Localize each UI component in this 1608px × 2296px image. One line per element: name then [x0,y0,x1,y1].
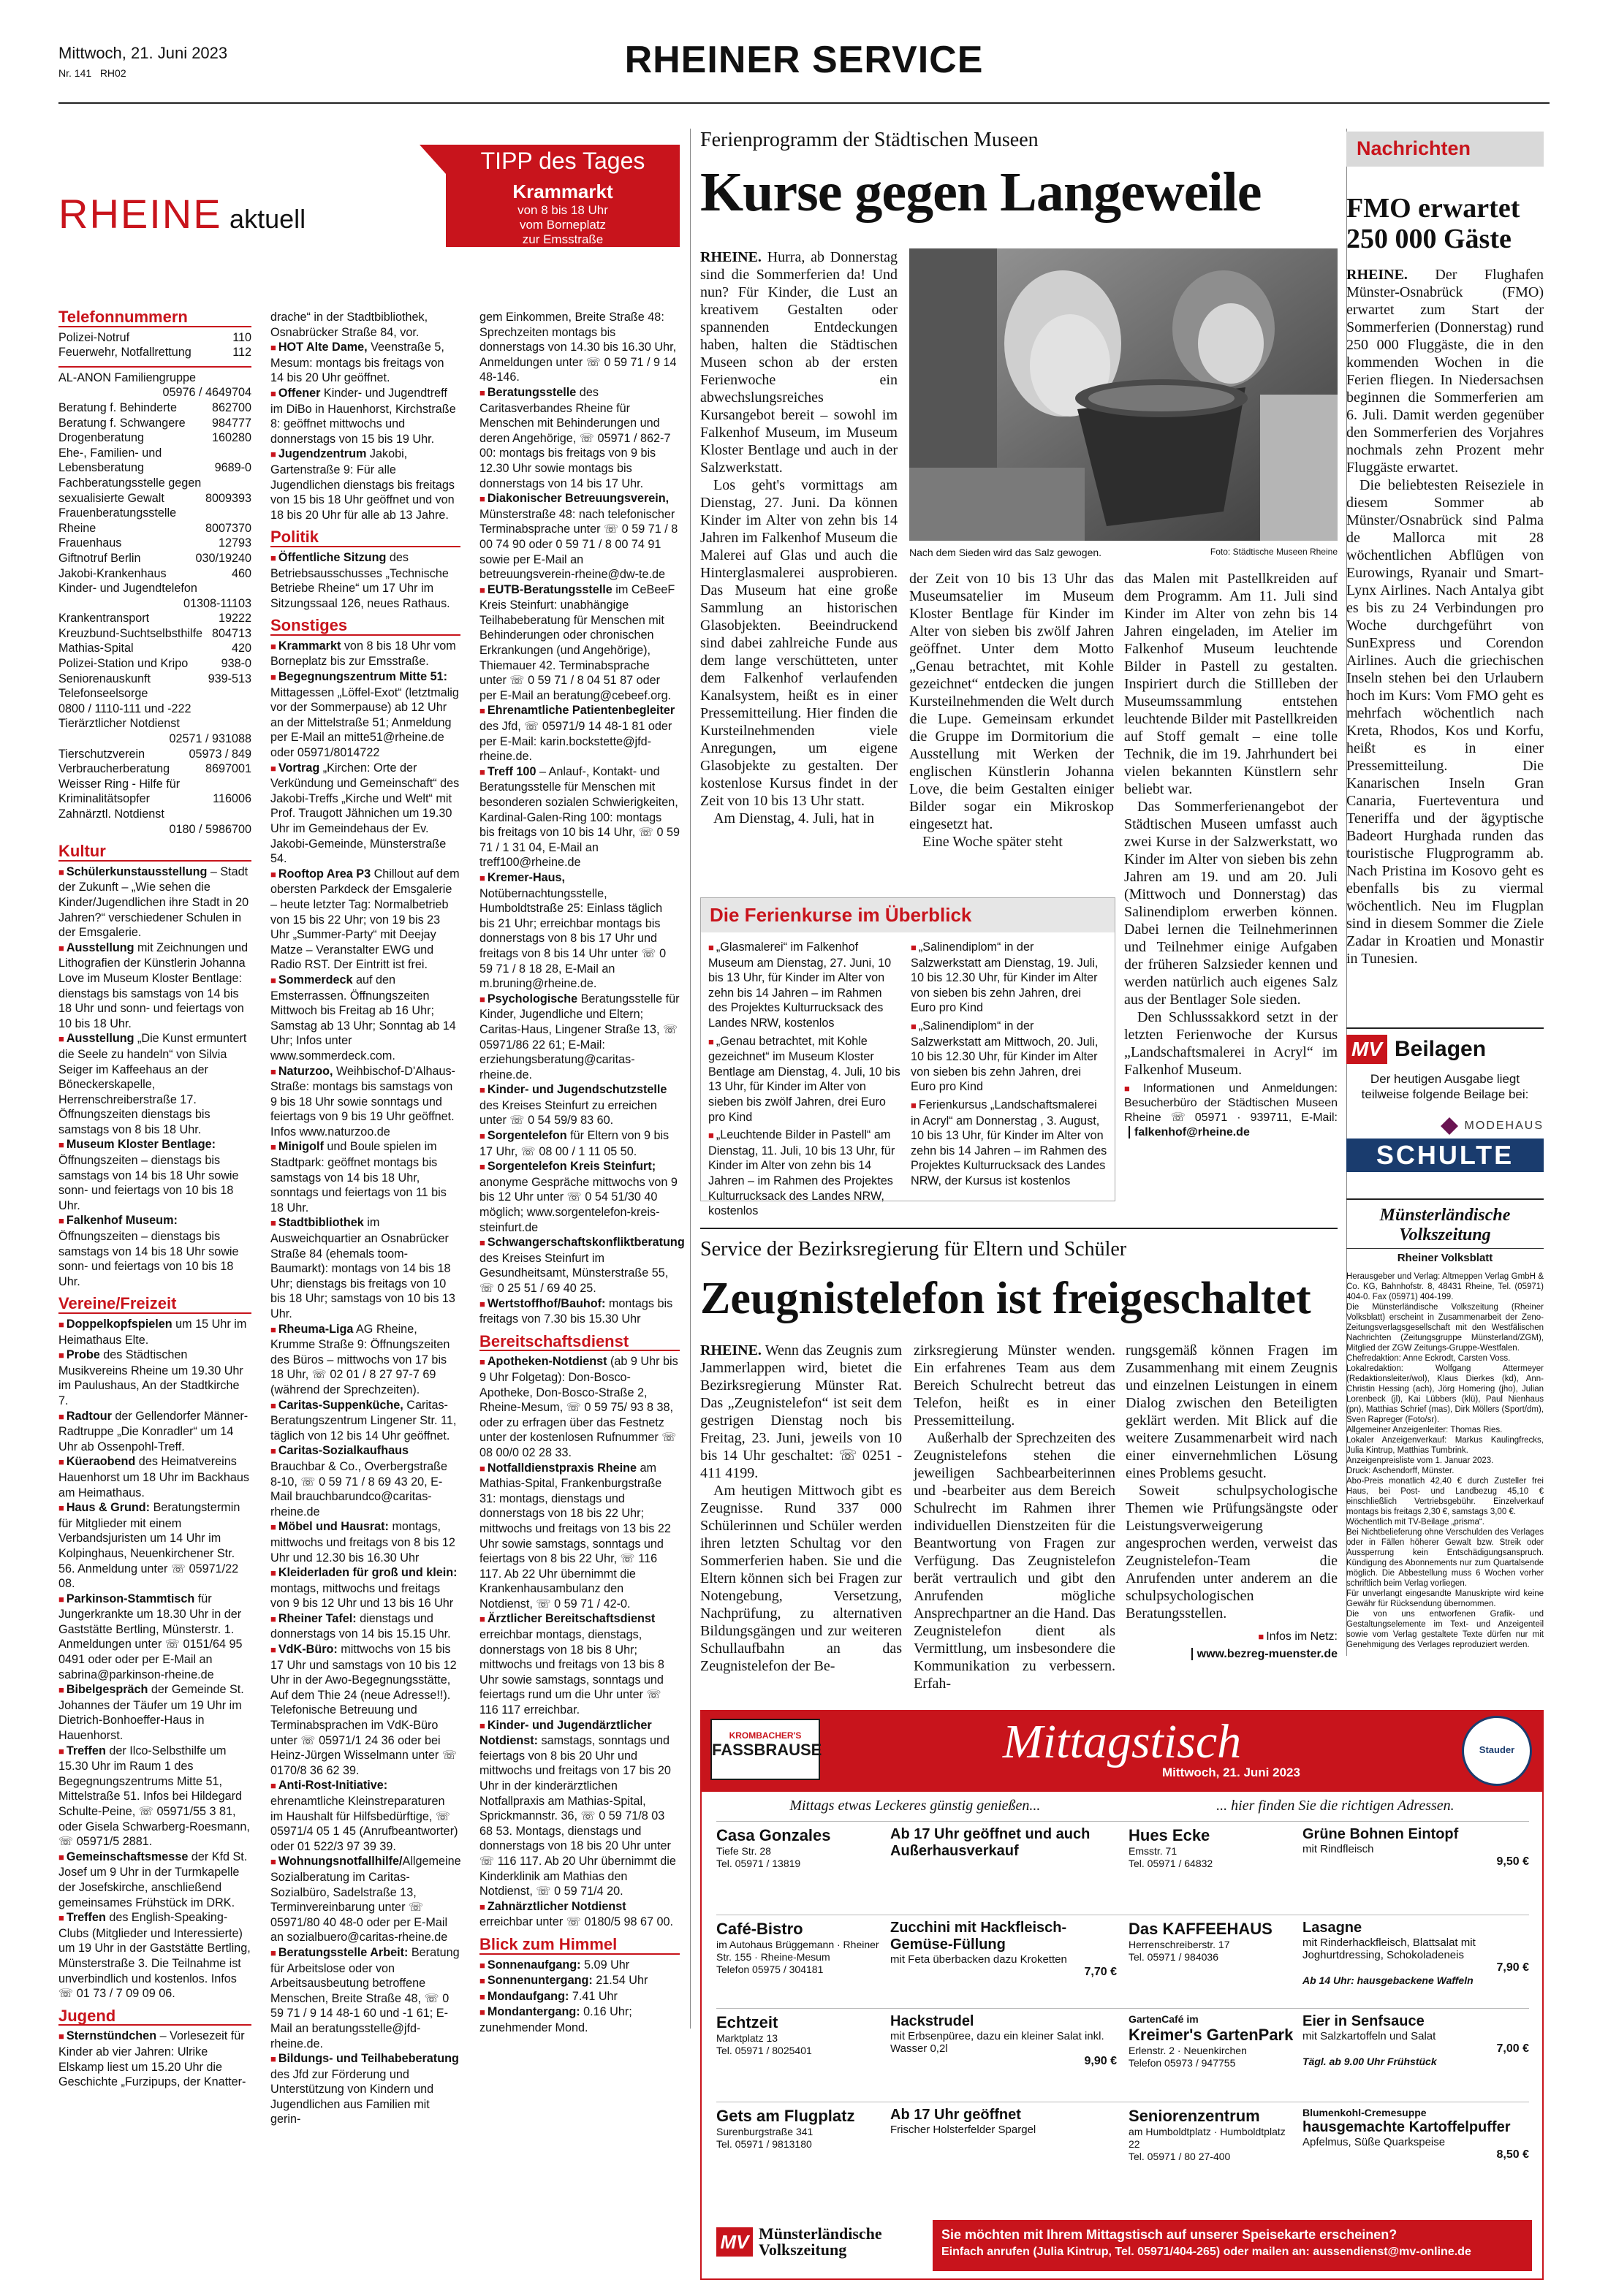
bullet-square-icon: ■ [479,493,485,505]
mittagstisch-date: Mittwoch, 21. Juni 2023 [1162,1765,1300,1779]
impressum-line: Druck: Aschendorff, Münster. [1346,1467,1455,1475]
bullet-square-icon: ■ [270,640,276,652]
restaurant-name: Café-Bistro [716,1920,803,1938]
issue-number: Nr. 141 RH02 [58,67,126,79]
bullet-square-icon: ■ [479,1298,485,1309]
list-item: ■ Schwangerschaftskonfliktberatung des Kreises Steinfurt im Gesundheitsamt, Münsterstraße 55, ☏ 0 25 51 / 69 40 25. [479,1236,685,1295]
tel-row: Beratung f. Behinderte 862700 [58,400,251,414]
tel-list [58,370,251,837]
jugend-list [58,2029,251,2089]
menu-offer: Ab 17 Uhr geöffnet Frischer Holsterfelder Spargel [890,2107,1036,2136]
list-item: ■ Offener Kinder- und Jugendtreff im DiBo in Hauenhorst, Kirchstraße 8: geöffnet mittwochs und donnerstags von 15 bis 19 Uhr. [270,386,456,446]
bullet-square-icon: ■ [58,1139,64,1151]
bullet-square-icon: ■ [270,1323,276,1335]
tel-row: Polizei-Station und Kripo 938-0 [58,657,251,671]
tipp-header: TIPP des Tages [480,148,645,174]
menu-offer: Grüne Bohnen Eintopf mit Rindfleisch 9,50 € [1302,1826,1529,1868]
list-item: ■ Ärztlicher Bereitschaftsdienst erreichbar montags, dienstags, donnerstags von 18 bis 8 Uhr; mittwochs und freitags von 13 bis 8 Uhr sowie samstags, sonntags und feiertags rund um die Uhr unter ☏ 116 117 erreichbar. [479,1612,664,1717]
tel-row: Tierschutzverein 05973 / 849 [58,747,251,761]
bullet-square-icon: ■ [479,766,485,778]
list-item: ■ Bildungs- und Teilhabeberatung des Jfd zur Förderung und Unterstützung von Kindern und Jugendlichen aus Familien mit gerin- [270,2052,459,2126]
bullet-square-icon: ■ [911,942,917,953]
article1-headline: Kurse gegen Langeweile [700,161,1262,223]
tel-row: Giftnotruf Berlin 030/19240 [58,551,251,565]
col3-intro: gem Einkommen, Breite Straße 48: Sprechzeiten montags bis donnerstags von 14.30 bis 16.30 Uhr, Anmeldungen unter ☏ 0 59 71 / 9 14 48-146. [479,311,677,384]
tel-row: Rheine 8007370 [58,521,251,535]
info-email[interactable]: falkenhof@rheine.de [1129,1126,1250,1139]
rheine-aktuell-title: RHEINE aktuell [58,191,306,237]
list-item: ■ Psychologische Beratungsstelle für Kinder, Jugendliche und Eltern; Caritas-Haus, Lingener Straße 13, ☏ 05971/86 22 61; E-Mail: erziehungsberatung@caritas-rheine.de. [479,992,680,1082]
bullet-square-icon: ■ [58,1593,64,1605]
bullet-square-icon: ■ [479,1084,485,1096]
list-item: ■ Rheuma-Liga AG Rheine, Krumme Straße 9: Öffnungszeiten des Büros – mittwochs von 17 bis 18 Uhr, ☏ 02 01 / 8 27 97-7 69 (während der Sprechzeiten). [270,1322,450,1396]
impressum-line: Lokaler Anzeigenverkauf: Markus Kaulingfrecks, Julia Kintrup, Matthias Tumbrink. [1346,1436,1544,1455]
restaurant-address: Café-Bistro im Autohaus Brüggemann · Rheiner Str. 155 · Rheine-Mesum Telefon 05975 / 304181 [716,1920,883,2008]
tel-row: Lebensberatung 9689-0 [58,461,251,475]
tel-row: Ehe-, Familien- und [58,446,162,460]
bullet-square-icon: ■ [479,705,485,717]
kultur-header: Kultur [58,844,251,862]
tel-row: Telefonseelsorge [58,687,148,701]
list-item: ■ Kinder- und Jugendärztlicher Notdienst: samstags, sonntags und feiertags von 8 bis 20 Uhr und mittwochs und freitags von 17 bis 20 Uhr in der kinderärztlichen Notfallpraxis am Mathias-Spital, Sprickmannstr. 36, ☏ 0 59 71/8 03 68 53. Montags, dienstags und donnerstags von 18 bis 20 Uhr unter ☏ 116 117. Ab 20 Uhr übernimmt die Kinderklinik am Mathias den Notdienst, ☏ 0 59 71/4 20. [479,1718,676,1898]
salt-weighing-photo [909,248,1338,541]
sonstiges-header: Sonstiges [270,618,460,636]
himmel-header: Blick zum Himmel [479,1937,680,1955]
list-item: ■ Zahnärztlicher Notdienst erreichbar unter ☏ 0180/5 98 67 00. [479,1899,674,1929]
tel-row: Tierärztlicher Notdienst [58,717,180,731]
list-item: ■ Caritas-Suppenküche, Caritas-Beratungszentrum Lingener Str. 11, täglich von 12 bis 14 Uhr geöffnet. [270,1398,457,1442]
mittagstisch-tagline: Mittags etwas Leckeres günstig genießen... ... hier finden Sie die richtigen Adressen. [789,1798,1455,1814]
bullet-square-icon: ■ [479,1161,485,1173]
bullet-square-icon: ■ [270,868,276,880]
article2-col-a: RHEINE. Wenn das Zeugnis zum Jammerlappen wird, bietet die Bezirksregierung Münster Rat. Das „Zeugnistelefon“ ist seit dem gestrigen Dienstag noch bis Freitag, 23. Juni, jeweils von 10 bis 14 Uhr geschaltet: ☏ 0251 - 411 4199. Am heutigen Mittwoch gibt es Zeugnisse. Rund 337 000 Schülerinnen und Schüler werden ihren letzten Schultag vor den Sommerferien haben. Sie und die Eltern können sich bei Fragen zur Notengebung, Versetzung, Nachprüfung, zu alternativen Bildungsgängen und zur weiteren Schullaufbahn an das Zeugnistelefon der Be- [700,1342,903,1674]
tipp-des-tages-box: TIPP des Tages Krammarkt von 8 bis 18 Uhr vom Borneplatz zur Emsstraße [446,145,680,247]
bullet-square-icon: ■ [479,1613,485,1625]
bullet-square-icon: ■ [58,1456,64,1468]
list-item: ■ „Leuchtende Bilder in Pastell“ am Dienstag, 11. Juli, 10 bis 13 Uhr, für Kinder im Alter von zehn bis 14 Jahren – im Rahmen des Projektes Kulturrucksack des Landes NRW, kostenlos [708,1128,895,1218]
bullet-square-icon: ■ [58,866,64,878]
list-item: ■ Sorgentelefon für Eltern von 9 bis 17 Uhr, ☏ 08 00 / 1 11 05 50. [479,1129,670,1158]
column-1 [58,310,251,2090]
col2-intro: drache“ in der Stadtbibliothek, Osnabrücker Straße 84, vor. [270,311,428,339]
menu-row [716,2102,1529,2195]
list-item: ■ Ferienkursus „Landschaftsmalerei in Acryl“ am Donnerstag , 3. August, 10 bis 13 Uhr, für Kinder im Alter von zehn bis 14 Jahren – im Rahmen des Projektes Kulturrucksack des Landes NRW, der Kursus ist kostenlos [911,1098,1107,1187]
article1-col-a: RHEINE. Hurra, ab Donnerstag sind die Sommerferien da! Und nun? Für Kinder, die Lust an kreativem Gestalten oder spannenden Entdeckungen haben, halten die Städtischen Museen schon ab der ersten Ferienwoche ein abwechslungsreiches Kursangebot bereit – sowohl im Falkenhof Museum, im Museum Kloster Bentlage und auch in der Salzwerkstatt. Los geht's vormittags am Dienstag, 27. Juni. Da können Kinder im Alter von zehn bis 14 Jahren im Falkenhof Museum die Malerei auf Glas und auch die Hinterglasmalerei ausprobieren. Das Museum hat eine große Sammlung an historischen Glasobjekten. Beeindruckend sind dabei zahlreiche Funde aus dem lange verschütteten, unter dem Falkenhof verlaufenden Kanalsystem, heißt es in einer Pressemitteilung. Hier finden die Kursteilnehmenden viele Anregungen, um eigene Glasobjekte zu gestalten. Der kostenlose Kursus findet in der Zeit von 10 bis 13 Uhr statt. Am Dienstag, 4. Juli, hat in [700,249,898,826]
bullet-square-icon: ■ [270,1399,276,1411]
beilagen-text: Der heutigen Ausgabe liegt teilweise folgende Beilage bei: [1361,1072,1529,1101]
tel-row: Kreuzbund-Suchtselbsthilfe 804713 [58,626,251,640]
tel-row: Krankentransport 19222 [58,612,251,626]
bereitschaft-list [479,1354,680,1930]
impressum-line: Allgemeiner Anzeigenleiter: Thomas Ries. [1346,1426,1503,1434]
bullet-square-icon: ■ [270,387,276,399]
bullet-square-icon: ■ [58,942,64,954]
ferienkurse-box [700,897,1115,1218]
list-item: ■ Beratungsstelle Arbeit: Beratung für Arbeitslose oder von Arbeitsausbeutung betroffene Menschen, Breite Straße 48, ☏ 0 59 71 / 9 14 48-1 60 und -1 61; E-Mail an beratungsstelle@jfd-rheine.de. [270,1945,460,2050]
diamond-icon [1440,1117,1459,1136]
restaurant-name: Hues Ecke [1129,1826,1210,1844]
bullet-square-icon: ■ [58,1350,64,1361]
list-item: ■ HOT Alte Dame, Veenstraße 5, Mesum: montags bis freitags von 14 bis 20 Uhr geöffnet. [270,341,444,385]
bullet-square-icon: ■ [58,1684,64,1696]
article1-col-c: das Malen mit Pastellkreiden auf dem Programm. Am 11. Juli sind Kinder im Alter von zehn bis 14 Jahren eingeladen, im Atelier im Falkenhof Museum leuchtende Bilder in Pastell zu gestalten. Inspiriert durch die Stillleben der Museumssammlung entstehen leuchtende Bilder mit Pastellkreiden auf Stoff gemalt – eine tolle Technik, die im 19. Jahrhundert bei vielen bekannten Künstlern sehr beliebt war. Das Sommerferienangebot der Städtischen Museen umfasst auch zwei Kurse in der Salzwerkstatt, wo Kinder im Alter von sieben bis zehn Jahren am 19. und am 20. Juli (Mittwoch und Donnerstag) das Salinendiplom erwerben können. Dabei lernen die Teilnehmerinnen und Teilnehmer einige Aufgaben der früheren Salzsieder kennen und werden natürlich auch eigenes Salz aus der Bentlager Sole sieden. Den Schlusssakkord setzt in der letzten Ferienwoche der Kursus „Landschaftsmalerei in Acryl“ im Falkenhof Museum. ■ Informationen und Anmeldungen: Besucherbüro der Städtischen Museen Rheine ☏ 05971 · 939711, E-Mail: falkenhof@rheine.de [1124,571,1338,1139]
impressum-line: Herausgeber und Verlag: Altmeppen Verlag GmbH & Co. KG, Bahnhofstr. 8, 48431 Rheine, Tel. (05971) 404-0. Fax (05971) 404-199. [1346,1272,1544,1301]
impressum [1346,1206,1544,1650]
bullet-square-icon: ■ [479,1901,485,1912]
list-item: ■ Parkinson-Stammtisch für Jungerkrankte um 18.30 Uhr in der Gaststätte Bertling, Münsterstr. 1. Anmeldungen unter ☏ 0151/64 95 0491 oder oder per E-Mail an sabrina@parkinson-rheine.de [58,1592,243,1681]
bullet-square-icon: ■ [58,1745,64,1757]
bullet-square-icon: ■ [270,672,276,683]
tel-row: 05976 / 4649704 [162,386,251,400]
menu-offer: Ab 17 Uhr geöffnet und auch Außerhausverkauf [890,1826,1091,1859]
bullet-square-icon: ■ [708,1035,714,1047]
list-item: ■ Sonnenuntergang: 21.54 Uhr [479,1974,648,1988]
list-item: ■ Treffen der Ilco-Selbsthilfe um 15.30 Uhr im Raum 1 des Begegnungszentrums Mitte 51, Mittelstraße 51. Infos bei Hildegard Schulte-Peine, ☏ 05971/55 3 81, oder Gisela Schwarberg-Roesmann, ☏ 05971/5 2881. [58,1744,250,1849]
list-item: ■ Ehrenamtliche Patientenbegleiter des Jfd, ☏ 05971/9 14 48-1 81 oder per E-Mail: karin.bockstette@jfd-rheine.de. [479,704,675,764]
bullet-square-icon: ■ [270,1780,276,1792]
article2-kicker: Service der Bezirksregierung für Eltern und Schüler [700,1238,1127,1261]
article1-photo [909,248,1338,541]
bullet-square-icon: ■ [58,2031,64,2042]
article2-headline: Zeugnistelefon ist freigeschaltet [700,1274,1311,1323]
bullet-square-icon: ■ [479,1975,485,1987]
nachrichten-header: Nachrichten [1357,137,1471,159]
article2-col-c: rungsgemäß können Fragen im Zusammenhang mit einem Zeugnis und einzelnen Leistungen in einem Dialog zwischen den Beteiligten geklärt werden. Mit Blick auf die weitere Zusammenarbeit wird nach einer einvernehmlichen Lösung eines Problems gesucht. Soweit schulpsychologische Themen wie Prüfungsängste oder Leistungsverweigerung angesprochen werden, verweist das Zeugnistelefon-Team die Anrufenden unter anderem an die schulpsychologischen Beratungsstellen. ■ Infos im Netz: www.bezreg-muenster.de [1126,1342,1338,1660]
bullet-square-icon: ■ [270,974,276,986]
nachrichten-headline: FMO erwartet 250 000 Gäste [1346,193,1520,254]
politik-list [270,550,460,611]
list-item: ■ Sommerdeck auf den Emsterrassen. Öffnungszeiten Mittwoch bis Freitag ab 16 Uhr; Samstag ab 13 Uhr; Sonntag ab 14 Uhr; Infos unter www.sommerdeck.com. [270,973,456,1063]
impressum-line: Anzeigenpreisliste vom 1. Januar 2023. [1346,1456,1494,1465]
bullet-square-icon: ■ [479,1959,485,1971]
vereine-header: Vereine/Freizeit [58,1296,251,1314]
bullet-square-icon: ■ [479,387,485,398]
tel-row: 0800 / 1110-111 und -222 [58,702,191,715]
restaurant-name: Das KAFFEEHAUS [1129,1920,1273,1938]
list-item: ■ Öffentliche Sitzung des Betriebsausschusses „Technische Betriebe Rheine“ um 17 Uhr im Sitzungssaal 126, neues Rathaus. [270,550,450,610]
menu-row [716,2008,1529,2102]
bullet-square-icon: ■ [58,1851,64,1863]
himmel-list [479,1958,680,2036]
list-item: ■ Treffen des English-Speaking-Clubs (Mitglieder und Interessierte) um 19 Uhr in der Gaststätte Bertling, Münsterstraße 3. Die Teilnahme ist unverbindlich und kostenlos. Infos ☏ 01 73 / 7 09 09 06. [58,1911,251,2001]
menu-offer: Eier in Senfsauce mit Salzkartoffeln und Salat 7,00 € Tägl. ab 9.00 Uhr Frühstück [1302,2013,1529,2067]
bullet-square-icon: ■ [911,1099,917,1111]
list-item: ■ Apotheken-Notdienst (ab 9 Uhr bis 9 Uhr Folgetag): Don-Bosco-Apotheke, Don-Bosco-Straße 2, Rheine-Mesum, ☏ 0 59 75/ 93 8 38, oder zu erfragen über das Festnetz unter der kostenlosen Rufnummer ☏ 08 00/0 02 28 33. [479,1355,678,1459]
list-item: ■ Falkenhof Museum: Öffnungszeiten – dienstags bis samstags von 14 bis 18 Uhr sowie sonn- und feiertags von 10 bis 18 Uhr. [58,1214,239,1288]
list-item: ■ „Salinendiplom“ in der Salzwerkstatt am Mittwoch, 20. Juli, 10 bis 12.30 Uhr, für Kinder im Alter von sieben bis zehn Jahren, drei Euro pro Kind [911,1019,1099,1094]
list-item: ■ Treff 100 – Anlauf-, Kontakt- und Beratungsstelle für Menschen mit besonderen sozialen Schwierigkeiten, Kardinal-Galen-Ring 100: montags bis freitags von 10 bis 14 Uhr, ☏ 0 59 71 / 1 31 04, E-Mail an treff100@rheine.de [479,764,680,870]
menu-price: 9,90 € [1084,2055,1117,2067]
bullet-square-icon: ■ [270,449,276,460]
bullet-square-icon: ■ [270,1644,276,1656]
tel-row: Feuerwehr, Notfallrettung 112 [58,346,251,360]
impressum-line: Die von uns entworfenen Grafik- und Gestaltungselemente im Text- und Anzeigenteil sowie vom Verlag gestaltete Texte dürfen nur mit Genehmigung des Verlages reproduziert werden. [1346,1610,1544,1649]
article1-col-b: der Zeit von 10 bis 13 Uhr das Museumsatelier im Museum Kloster Bentlage für Kinder im Alter von sieben bis zwölf Jahren geöffnet. Unter dem Motto „Genau betrachtet, mit Kohle gezeichnet“ entdecken die jungen Kursteilnehmenden die Welt durch die Lupe. Gemeinsam erkundet die Gruppe im Dormitorium die Ausstellung mit Werken der englischen Künstlerin Johanna Love, die beim Gestalten einiger Bilder sogar ein Mikroskop eingesetzt hat. Eine Woche später steht [909,571,1114,850]
stauder-logo: Stauder [1462,1716,1532,1786]
tel-row: sexualisierte Gewalt 8009393 [58,491,251,505]
tel-row: Beratung f. Schwangere 984777 [58,416,251,430]
impressum-title: Münsterländische Volkszeitung [1379,1206,1511,1244]
menu-grid [716,1821,1529,2195]
mittagstisch-ad [700,1710,1544,2280]
tel-row: Mathias-Spital 420 [58,642,251,655]
article2-col-b: zirksregierung Münster wenden. Ein erfahrenes Team aus dem Bereich Schulrecht betreut das Telefon, heißt es in einer Pressemitteilung. Außerhalb der Sprechzeiten des Zeugnistelefons stehen die jeweiligen Sachbearbeiterinnen und -bearbeiter aus dem Bereich Schulrecht im Rahmen ihrer individuellen Dienstzeiten für die Beantwortung von Fragen zur Verfügung. Das Zeugnistelefon berät vertraulich und gibt den Anrufenden mögliche Ansprechpartner an die Hand. Das Zeugnistelefon dient als Vermittlung, um insbesondere die Kommunikation zu verbessern. Erfah- [914,1342,1116,1692]
impressum-subtitle: Rheiner Volksblatt [1397,1252,1493,1264]
ferienkurse-title: Die Ferienkurse im Überblick [701,898,1115,932]
list-item: ■ Möbel und Hausrat: montags, mittwochs und freitags von 8 bis 12 Uhr und 12.30 bis 16.30 Uhr [270,1520,455,1565]
list-item: ■ Mondantergang: 0.16 Uhr; zunehmender Mond. [479,2005,632,2034]
impressum-line: Abo-Preis monatlich 42,40 € durch Zusteller frei Haus, bei Post- und Landbezug 45,10 € einschließlich Vertriebsgebühr. Einzelverkauf montags bis freitags 2,30 €, samstags 3,00 €. [1346,1477,1544,1516]
ferienkurse-left [708,940,900,1222]
bullet-square-icon: ■ [270,2053,276,2065]
tel-row: Frauenberatungsstelle [58,506,177,520]
menu-offer: Lasagne mit Rinderhackfleisch, Blattsalat mit Joghurtdressing, Schokoladeneis 7,90 € Ab 14 Uhr: hausgebackene Waffeln [1302,1920,1529,1986]
list-item: ■ Gemeinschaftsmesse der Kfd St. Josef um 9 Uhr in der Turmkapelle der Josefskirche, anschließend gemeinsames Frühstück im DRK. [58,1850,248,1909]
bullet-square-icon: ■ [479,1462,485,1474]
photo-caption: Nach dem Sieden wird das Salz gewogen. [909,547,1102,558]
restaurant-name: Echtzeit [716,2013,778,2031]
bullet-square-icon: ■ [270,1856,276,1868]
restaurant-name: Casa Gonzales [716,1826,831,1844]
list-item: ■ Sorgentelefon Kreis Steinfurt; anonyme Gespräche mittwochs von 9 bis 12 Uhr unter ☏ 0 54 51/30 40 möglich; www.sorgentelefon-kreis-steinfurt.de [479,1160,678,1234]
list-item: ■ Kremer-Haus, Notübernachtungsstelle, Humboldtstraße 25: Einlass täglich bis 21 Uhr; erreichbar montags bis donnerstags von 8 bis 17 Uhr und freitags von 8 bis 14 Uhr unter ☏ 0 59 71 / 8 18 28, E-Mail an m.bruning@rheine.de. [479,870,667,991]
bullet-square-icon: ■ [58,1502,64,1514]
list-item: ■ Ausstellung „Die Kunst ermuntert die Seele zu handeln“ von Silvia Seiger im Kaffeehaus an der Böneckerskapelle, Herrenschreiberstraße 17. Öffnungszeiten dienstags bis samstags von 8 bis 18 Uhr. [58,1032,247,1136]
list-item: ■ Krammarkt von 8 bis 18 Uhr vom Borneplatz bis zur Emsstraße. [270,639,456,669]
mittagstisch-title: Mittagstisch [1002,1715,1242,1768]
list-item: ■ „Genau betrachtet, mit Kohle gezeichnet“ im Museum Kloster Bentlage am Dienstag, 4. Juli, 10 bis 13 Uhr, für Kinder im Alter von sieben bis zwölf Jahren, drei Euro pro Kind [708,1034,900,1124]
list-item: ■ „Glasmalerei“ im Falkenhof Museum am Dienstag, 27. Juni, 10 bis 13 Uhr, für Kinder im Alter von zehn bis 14 Jahren – im Rahmen des Projektes Kulturrucksack des Landes NRW, kostenlos [708,940,892,1030]
restaurant-name: Seniorenzentrum [1129,2107,1260,2125]
bereitschaft-header: Bereitschaftsdienst [479,1334,680,1352]
bullet-square-icon: ■ [270,1065,276,1077]
info-url[interactable]: www.bezreg-muenster.de [1191,1648,1338,1660]
bullet-square-icon: ■ [58,1215,64,1227]
list-item: ■ Kinder- und Jugendschutzstelle des Kreises Steinfurt zu erreichen unter ☏ 0 54 59/9 83 60. [479,1083,667,1128]
list-item: ■ Jugendzentrum Jakobi, Gartenstraße 9: Für alle Jugendlichen dienstags bis freitags von 15 bis 18 Uhr geöffnet und von 18 bis 20 Uhr für alle ab 13 Jahre. [270,447,455,522]
mv-logo: MV [1346,1035,1387,1064]
tel-row: Verbraucherberatung 8697001 [58,762,251,776]
bullet-square-icon: ■ [270,1613,276,1624]
tel-list-emergency [58,330,251,360]
bullet-square-icon: ■ [270,1567,276,1579]
tel-row: 0180 / 5986700 [169,822,251,836]
bullet-square-icon: ■ [479,993,485,1005]
bullet-square-icon: ■ [58,1319,64,1330]
beilagen-box [1346,1035,1544,1172]
menu-row [716,1915,1529,2008]
bullet-square-icon: ■ [708,942,714,953]
bullet-square-icon: ■ [270,552,276,563]
tipp-title: Krammarkt [512,180,613,202]
list-item: ■ Schülerkunstausstellung – Stadt der Zukunft – „Wie sehen die Kinder/Jugendlichen ihre Stadt in 20 Jahren?“ verschiedener Schulen in der Emsgalerie. [58,864,249,940]
bullet-square-icon: ■ [270,762,276,774]
list-item: ■ Museum Kloster Bentlage: Öffnungszeiten – dienstags bis samstags von 14 bis 18 Uhr sowie sonn- und feiertags von 10 bis 18 Uhr. [58,1138,239,1212]
restaurant-address: Hues Ecke Emsstr. 71 Tel. 05971 / 64832 [1129,1826,1295,1915]
sonstiges-list [270,639,460,2127]
tel-row: Fachberatungsstelle gegen [58,476,202,490]
list-item: ■ Diakonischer Betreuungsverein, Münsterstraße 48: nach telefonischer Terminabsprache unter ☏ 0 59 71 / 8 00 74 90 oder 0 59 71 / 8 00 74 91 sowie per E-Mail an betreuungsverein-rheine@dw-te.de [479,492,678,582]
bullet-square-icon: ■ [58,1912,64,1924]
list-item: ■ EUTB-Beratungsstelle im CeBeeF Kreis Steinfurt: unabhängige Teilhabeberatung für Menschen mit Behinderungen oder chronischen Erkrankungen (und Angehörige), Thiemauer 42. Terminabsprache unter ☏ 0 59 71 / 8 04 51 87 oder per E-Mail an beratung@cebeef.org. [479,582,675,702]
tipp-corner [420,145,446,174]
list-item: ■ Ausstellung mit Zeichnungen und Lithografien der Künstlerin Johanna Love im Museum Kloster Bentlage: dienstags bis samstags von 14 bis 18 Uhr und sonn- und feiertags von 10 bis 18 Uhr. [58,940,249,1030]
list-item: ■ Doppelkopfspielen um 15 Uhr im Heimathaus Elte. [58,1318,247,1347]
menu-price: 7,70 € [1084,1966,1117,1978]
jugend-list-cont [270,340,460,522]
list-item: ■ Vortrag „Kirchen: Orte der Verkündung und Gemeinschaft“ des Jakobi-Treffs „Kirche und Welt“ mit Prof. Traugott Jähnichen um 19.30 Uhr im Gemeindehaus der Ev. Jakobi-Gemeinde, Münsterstraße 54. [270,761,460,866]
bullet-square-icon: ■ [270,342,276,354]
footer-contact: Sie möchten mit Ihrem Mittagstisch auf unserer Speisekarte erscheinen? Einfach anrufen (Julia Kintrup, Tel. 05971/404-265) oder mailen an: aussendienst@mv-online.de [933,2220,1532,2271]
impressum-line: Für unverlangt eingesandte Manuskripte wird keine Gewähr für Rücksendung übernommen. [1346,1589,1544,1608]
tel-row: Jakobi-Krankenhaus 460 [58,566,251,580]
tel-row: Drogenberatung 160280 [58,431,251,445]
menu-offer: Zucchini mit Hackfleisch-Gemüse-Füllung mit Feta überbacken dazu Kroketten 7,70 € [890,1920,1117,1978]
article1-kicker: Ferienprogramm der Städtischen Museen [700,129,1039,151]
nachrichten-body: RHEINE. Der Flughafen Münster-Osnabrück (FMO) erwartet zum Start der Sommerferien (Donnerstag) rund 250 000 Fluggäste, die in den kommenden Wochen in die Ferien fliegen. In Niedersachsen beginnen die Sommerferien am 6. Juli. Damit werden gegenüber den Sommerferien des Vorjahres nochmals zehn Prozent mehr Fluggäste erwartet. Die beliebtesten Reiseziele in diesem Sommer ab Münster/Osnabrück sind Palma de Mallorca mit 28 wöchentlichen Abflügen von Eurowings, Ryanair und Smart-Lynx Airlines. Nach Antalya gibt es bis zu 24 Verbindungen pro Woche durchgeführt von SunExpress und Corendon Airlines. Auch die griechischen Inseln stehen bei den Urlaubern hoch im Kurs: Vom FMO geht es mehrfach wöchentlich nach Kreta, Rhodos, Kos und Korfu, heißt es in einer Pressemitteilung. Die Kanarischen Inseln Gran Canaria, Fuerteventura und Teneriffa und der ägyptische Badeort Hurghada runden das touristische Flugprogramm ab. Nach Pristina im Kosovo geht es ebenfalls bis zu viermal wöchentlich. Neu im Flugplan sind in diesem Sommer die Ziele Zadar in Kroatien und Monastir in Tunesien. [1346,267,1544,967]
tel-row: 01308-11103 [183,596,251,610]
impressum-text [1346,1271,1544,1650]
bullet-square-icon: ■ [270,1217,276,1229]
restaurant-address: Gets am Flugplatz Surenburgstraße 341 Tel. 05971 / 9813180 [716,2107,883,2195]
list-item: ■ Beratungsstelle des Caritasverbandes Rheine für Menschen mit Behinderungen und deren Angehörige, ☏ 05971 / 862-7 00: montags bis freitags von 9 bis 12.30 Uhr sowie montags bis donnerstags von 14 bis 17 Uhr. [479,385,671,490]
nachrichten-header-bar [1346,132,1544,167]
tel-row: Polizei-Notruf 110 [58,330,251,344]
column-2 [270,310,460,2127]
list-item: ■ Naturzoo, Weihbischof-D'Alhaus-Straße: montags bis samstags von 9 bis 18 Uhr sowie sonntags und feiertags von 9 bis 19 Uhr geöffnet. Infos www.naturzoo.de [270,1064,455,1139]
list-item: ■ Wohnungsnotfallhilfe/Allgemeine Sozialberatung im Caritas-Sozialbüro, Sadelstraße 13, Terminvereinbarung unter ☏ 05971/80 40 48-0 oder per E-Mail an sozialbuero@caritas-rheine.de [270,1855,461,1945]
bullet-square-icon: ■ [58,1033,64,1045]
list-item: ■ Caritas-Sozialkaufhaus Brauchbar & Co., Overbergstraße 8-10, ☏ 0 59 71 / 8 69 43 20, E-Mail brauchbarundco@caritas-rheine.de [270,1444,448,1518]
bullet-square-icon: ■ [479,872,485,883]
tel-row: Frauenhaus 12793 [58,536,251,550]
list-item: ■ Sonnenaufgang: 5.09 Uhr [479,1958,630,1972]
list-item: ■ Rheiner Tafel: dienstags und donnerstags von 14 bis 15.15 Uhr. [270,1611,451,1641]
jugend-header: Jugend [58,2009,251,2026]
menu-price: 7,90 € [1496,1961,1529,1974]
impressum-line: Bei Nichtbelieferung ohne Verschulden des Verlages oder in Fällen höherer Gewalt bzw. Streik oder Aussperrung kein Entschädigungsanspruch. Kündigung des Abonnements nur zum Quartalsende möglich. Die Abbestellung muss 6 Wochen vorher schriftlich beim Verlag vorliegen. [1346,1528,1544,1588]
bullet-square-icon: ■ [479,584,485,596]
list-item: ■ Mondaufgang: 7.41 Uhr [479,1989,618,2003]
impressum-line: Lokalredaktion: Wolfgang Attermeyer (Redaktionsleiter/wol), Klaus Dierkes (kd), Ann-Christin Hessing (ach), Jörg Homering (jho), Julian Lorenbeck (jl), Kai Lübbers (klü), Paul Nienhaus (pn), Matthias Schrief (mas), Dirk Möllers (Sport/dm), Sven Rapreger (Foto/sr). [1346,1364,1544,1424]
list-item: ■ Begegnungszentrum Mitte 51: Mittagessen „Löffel-Exot“ (letztmalig vor der Sommerpause) ab 12 Uhr an der Mittelstraße 51; Anmeldung per E-Mail an mitte51@rheine.de oder 05971/8014722 [270,670,459,760]
menu-offer: Hackstrudel mit Erbsenpüree, dazu ein kleiner Salat inkl. Wasser 0,2l 9,90 € [890,2013,1117,2067]
restaurant-name: Kreimer's GartenPark [1129,2026,1294,2044]
mittagstisch-footer [702,2213,1542,2278]
tel-row: Kriminalitätsopfer 116006 [58,792,251,806]
ferienkurse-right [911,940,1107,1222]
menu-price: 8,50 € [1496,2148,1529,2161]
telefon-header: Telefonnummern [58,310,251,327]
fassbrause-logo: KROMBACHER'S FASSBRAUSE [710,1719,820,1780]
tel-row: Weisser Ring - Hilfe für [58,777,181,791]
bullet-square-icon: ■ [270,1947,276,1958]
list-item: ■ Stadtbibliothek im Ausweichquartier an Osnabrücker Straße 84 (ehemals toom-Baumarkt): montags von 14 bis 18 Uhr; dienstags bis freitags von 10 bis 18 Uhr; samstags von 10 bis 13 Uhr. [270,1216,455,1320]
impressum-line: Wöchentlich mit TV-Beilage „prisma“. [1346,1518,1484,1527]
bullet-square-icon: ■ [479,1719,485,1731]
bullet-square-icon: ■ [911,1020,917,1032]
list-item: ■ Rooftop Area P3 Chillout auf dem obersten Parkdeck der Emsgalerie – heute letzter Tag: Normalbetrieb von 15 bis 22 Uhr; von 19 bis 23 Uhr „Summer-Party“ mit Deejay Matze – Veranstalter EWG und Radio RST. Der Eintritt ist frei. [270,867,460,972]
bullet-square-icon: ■ [479,1237,485,1249]
schulte-logo: MODEHAUS SCHULTE [1346,1117,1544,1172]
tel-row: Zahnärztl. Notdienst [58,807,164,821]
restaurant-address: Das KAFFEEHAUS Herrenschreiberstr. 17 Tel. 05971 / 984036 [1129,1920,1295,2008]
politik-header: Politik [270,530,460,547]
list-item: ■ Sternstündchen – Vorlesezeit für Kinder ab vier Jahren: Ulrike Elskamp liest um 15.20 Uhr die Geschichte „Furzipups, der Knatter- [58,2029,246,2089]
restaurant-address: Casa Gonzales Tiefe Str. 28 Tel. 05971 / 13819 [716,1826,883,1915]
impressum-line: Chefredaktion: Anne Eckrodt, Carsten Voss. [1346,1354,1511,1363]
column-3 [479,310,685,2036]
bullet-square-icon: ■ [270,1445,276,1457]
bullet-square-icon: ■ [270,1521,276,1533]
bullet-square-icon: ■ [58,1410,64,1422]
photo-caption-row [909,547,1338,558]
list-item: ■ Probe des Städtischen Musikvereins Rheine um 19.30 Uhr im Paulushaus, An der Stadtkirche 7. [58,1348,243,1407]
bullet-square-icon: ■ [270,1141,276,1153]
tel-row: Kinder- und Jugendtelefon [58,582,197,596]
list-item: ■ Küeraobend des Heimatvereins Hauenhorst um 18 Uhr im Backhaus am Heimathaus. [58,1455,249,1499]
section-title: RHEINER SERVICE [624,39,984,81]
bullet-square-icon: ■ [479,1991,485,2002]
restaurant-address: GartenCafé im Kreimer's GartenPark Erlenstr. 2 · Neuenkirchen Telefon 05973 / 947755 [1129,2013,1295,2102]
photo-credit: Foto: Städtische Museen Rheine [1210,547,1338,557]
list-item: ■ VdK-Büro: mittwochs von 15 bis 17 Uhr und samstags von 10 bis 12 Uhr in der Awo-Begegnungsstätte, Auf dem Thie 24 (neue Adresse!!). Telefonische Betreuung und Terminabsprachen im VdK-Büro unter ☏ 05971/1 24 36 oder bei Heinz-Jürgen Wisselmann unter ☏ 0170/8 36 62 39. [270,1643,458,1777]
list-item: ■ Notfalldienstpraxis Rheine am Mathias-Spital, Frankenburgstraße 31: montags, dienstags und donnerstags von 18 bis 22 Uhr; mittwochs und freitags von 13 bis 22 Uhr sowie samstags, sonntags und feiertags von 8 bis 22 Uhr, ☏ 116 117. Ab 22 Uhr übernimmt die Krankenhausambulanz den Notdienst, ☏ 0 59 71 / 42-0. [479,1461,671,1611]
tel-row: Seniorenauskunft 939-513 [58,672,251,685]
list-item: ■ Haus & Grund: Beratungstermin für Mitglieder mit einem Verbandsjuristen um 14 Uhr im Kolpinghaus, Neuenkirchener Str. 56. Anmeldung unter ☏ 05971/22 08. [58,1501,240,1591]
beilagen-title: Beilagen [1395,1037,1487,1061]
impressum-line: Die Münsterländische Volkszeitung (Rheiner Volksblatt) erscheint in Zusammenarbeit der Zeno-Zeitungsverlagsgesellschaft mit den Westfälischen Nachrichten (Zeitungsgruppe Münsterland/ZGM), Mitglied der ZGW Zeitungs-Gruppe-Westfalen. [1346,1303,1544,1353]
kultur-list [58,864,251,1290]
list-item: ■ „Salinendiplom“ in der Salzwerkstatt am Dienstag, 19. Juli, 10 bis 12.30 Uhr, für Kinder im Alter von sieben bis zehn Jahren, drei Euro pro Kind [911,940,1099,1015]
restaurant-address: Seniorenzentrum am Humboldtplatz · Humboldtplatz 22 Tel. 05971 / 80 27-400 [1129,2107,1295,2195]
issue-date: Mittwoch, 21. Juni 2023 [58,44,228,62]
bullet-square-icon: ■ [479,1356,485,1368]
bullet-square-icon: ■ [479,1130,485,1142]
list-item: ■ Anti-Rost-Initiative: ehrenamtliche Kleinstreparaturen im Haushalt für Hilfsbedürftige, ☏ 05971/4 05 1 45 (Anrufbeantworter) oder 01 522/3 97 39 39. [270,1779,458,1853]
menu-offer: Blumenkohl-Cremesuppe hausgemachte Kartoffelpuffer Apfelmus, Süße Quarkspeise 8,50 € [1302,2107,1529,2161]
restaurant-name: Gets am Flugplatz [716,2107,855,2125]
beratung-list [479,385,685,1327]
list-item: ■ Minigolf und Boule spielen im Stadtpark: geöffnet montags bis samstags von 14 bis 18 Uhr, sonntags und feiertags von 11 bis 18 Uhr. [270,1140,447,1214]
tel-row: 02571 / 931088 [169,732,251,746]
bullet-square-icon: ■ [708,1130,714,1141]
list-item: ■ Radtour der Gellendorfer Männer-Radtruppe „Die Konradler“ um 14 Uhr ab Ossenpohl-Treff. [58,1409,249,1453]
vereine-list [58,1317,251,2002]
menu-price: 9,50 € [1496,1855,1529,1868]
menu-row [716,1821,1529,1915]
list-item: ■ Bibelgespräch der Gemeinde St. Johannes der Täufer um 19 Uhr im Dietrich-Bonhoeffer-Haus in Hauenhorst. [58,1683,244,1743]
bullet-square-icon: ■ [479,2007,485,2018]
mv-footer-logo: MV Münsterländische Volkszeitung [716,2226,882,2258]
restaurant-address: Echtzeit Marktplatz 13 Tel. 05971 / 8025401 [716,2013,883,2102]
menu-price: 7,00 € [1496,2042,1529,2055]
list-item: ■ Wertstoffhof/Bauhof: montags bis freitags von 7.30 bis 15.30 Uhr [479,1296,673,1326]
tel-row: AL-ANON Familiengruppe [58,370,197,384]
list-item: ■ Kleiderladen für groß und klein: montags, mittwochs und freitags von 9 bis 12 Uhr und 13 bis 16 Uhr [270,1566,458,1611]
